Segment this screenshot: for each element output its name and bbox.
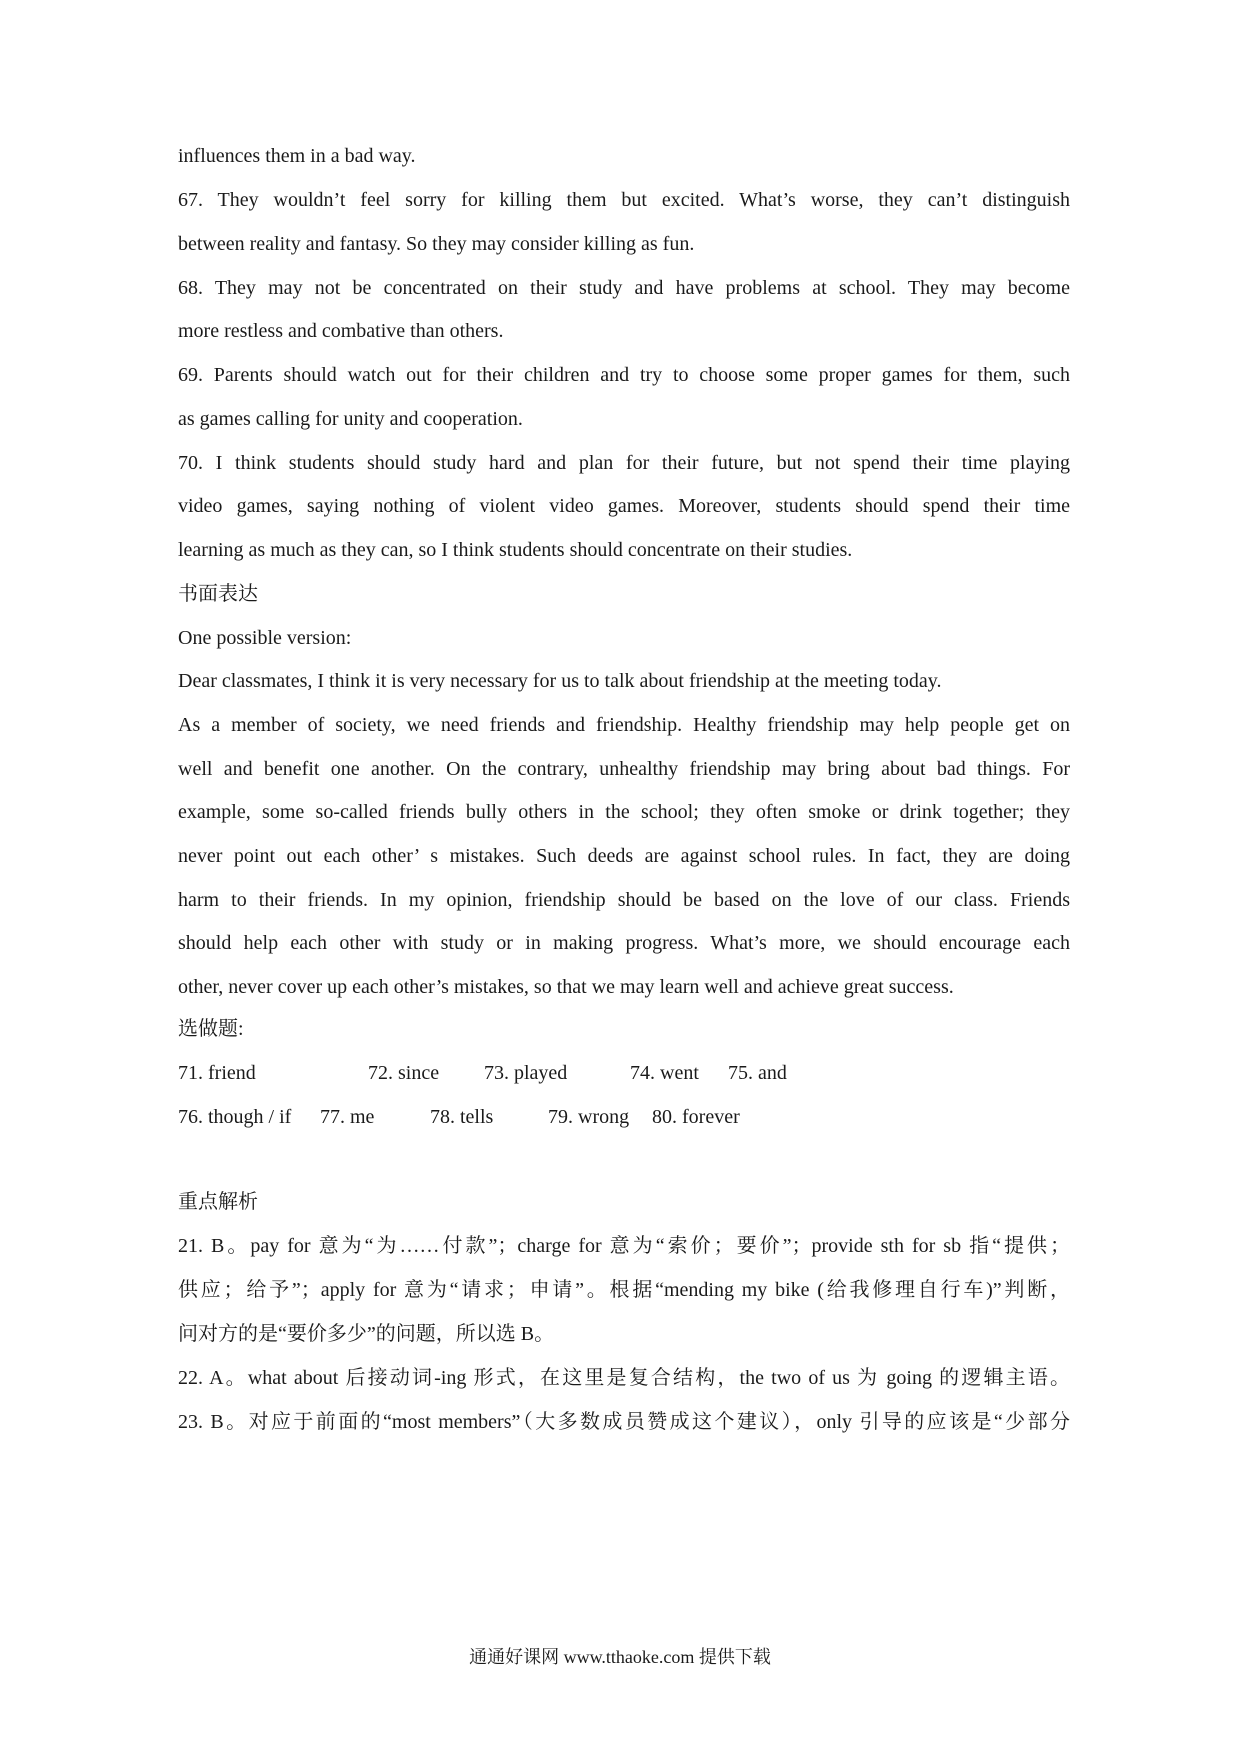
answer-item: 74. went (630, 1062, 699, 1084)
text-line: Dear classmates, I think it is very necessary for us to talk about friendship at the meeting today. (178, 670, 942, 692)
text-line: 23. B。对应于前面的“most members”（大多数成员赞成这个建议），only 引导的应该是“少部分 (178, 1411, 1070, 1433)
answer-item: 72. since (368, 1062, 440, 1084)
answer-item: 77. me (320, 1106, 375, 1128)
section-heading: 选做题: (178, 1018, 244, 1040)
text-line: video games, saying nothing of violent video games. Moreover, students should spend their time (178, 495, 1070, 517)
section-heading: 重点解析 (178, 1191, 258, 1213)
text-line: 供应；给予”；apply for 意为“请求；申请”。根据“mending my bike (给我修理自行车)”判断， (178, 1279, 1070, 1301)
answer-item: 73. played (484, 1062, 568, 1084)
text-line: example, some so-called friends bully others in the school; they often smoke or drink together; they (178, 801, 1070, 823)
answer-item: 71. friend (178, 1062, 256, 1084)
answer-item: 80. forever (652, 1106, 740, 1128)
text-line: influences them in a bad way. (178, 145, 416, 167)
text-line: 69. Parents should watch out for their children and try to choose some proper games for them, such (178, 364, 1070, 386)
text-line: should help each other with study or in making progress. What’s more, we should encourage each (178, 932, 1070, 954)
answer-item: 78. tells (430, 1106, 494, 1128)
text-line: more restless and combative than others. (178, 320, 504, 342)
page-footer: 通通好课网 www.tthaoke.com 提供下载 (469, 1647, 771, 1667)
text-line: well and benefit one another. On the contrary, unhealthy friendship may bring about bad things. For (178, 758, 1070, 780)
text-line: One possible version: (178, 627, 352, 649)
text-line: 67. They wouldn’t feel sorry for killing them but excited. What’s worse, they can’t distinguish (178, 189, 1070, 211)
text-line: as games calling for unity and cooperation. (178, 408, 523, 430)
text-line: between reality and fantasy. So they may consider killing as fun. (178, 233, 695, 255)
text-line: 22. A。what about 后接动词-ing 形式，在这里是复合结构，the two of us 为 going 的逻辑主语。 (178, 1367, 1070, 1389)
text-line: never point out each other’ s mistakes. Such deeds are against school rules. In fact, they are doing (178, 845, 1070, 867)
text-line: learning as much as they can, so I think students should concentrate on their studies. (178, 539, 853, 561)
answer-item: 76. though / if (178, 1106, 292, 1128)
text-line: harm to their friends. In my opinion, friendship should be based on the love of our class. Friends (178, 889, 1070, 911)
text-line: 70. I think students should study hard and plan for their future, but not spend their time playing (178, 452, 1070, 474)
text-line: As a member of society, we need friends and friendship. Healthy friendship may help people get on (178, 714, 1070, 736)
text-line: 问对方的是“要价多少”的问题，所以选 B。 (178, 1323, 555, 1345)
section-heading: 书面表达 (178, 583, 258, 605)
text-line: other, never cover up each other’s mistakes, so that we may learn well and achieve great success. (178, 976, 954, 998)
answer-item: 79. wrong (548, 1106, 630, 1128)
answers-row (178, 1103, 1070, 1131)
answers-row (178, 1059, 1070, 1087)
answer-item: 75. and (728, 1062, 787, 1084)
text-line: 21. B。pay for 意为“为……付款”；charge for 意为“索价；要价”；provide sth for sb 指“提供； (178, 1235, 1070, 1257)
text-line: 68. They may not be concentrated on their study and have problems at school. They may become (178, 277, 1070, 299)
